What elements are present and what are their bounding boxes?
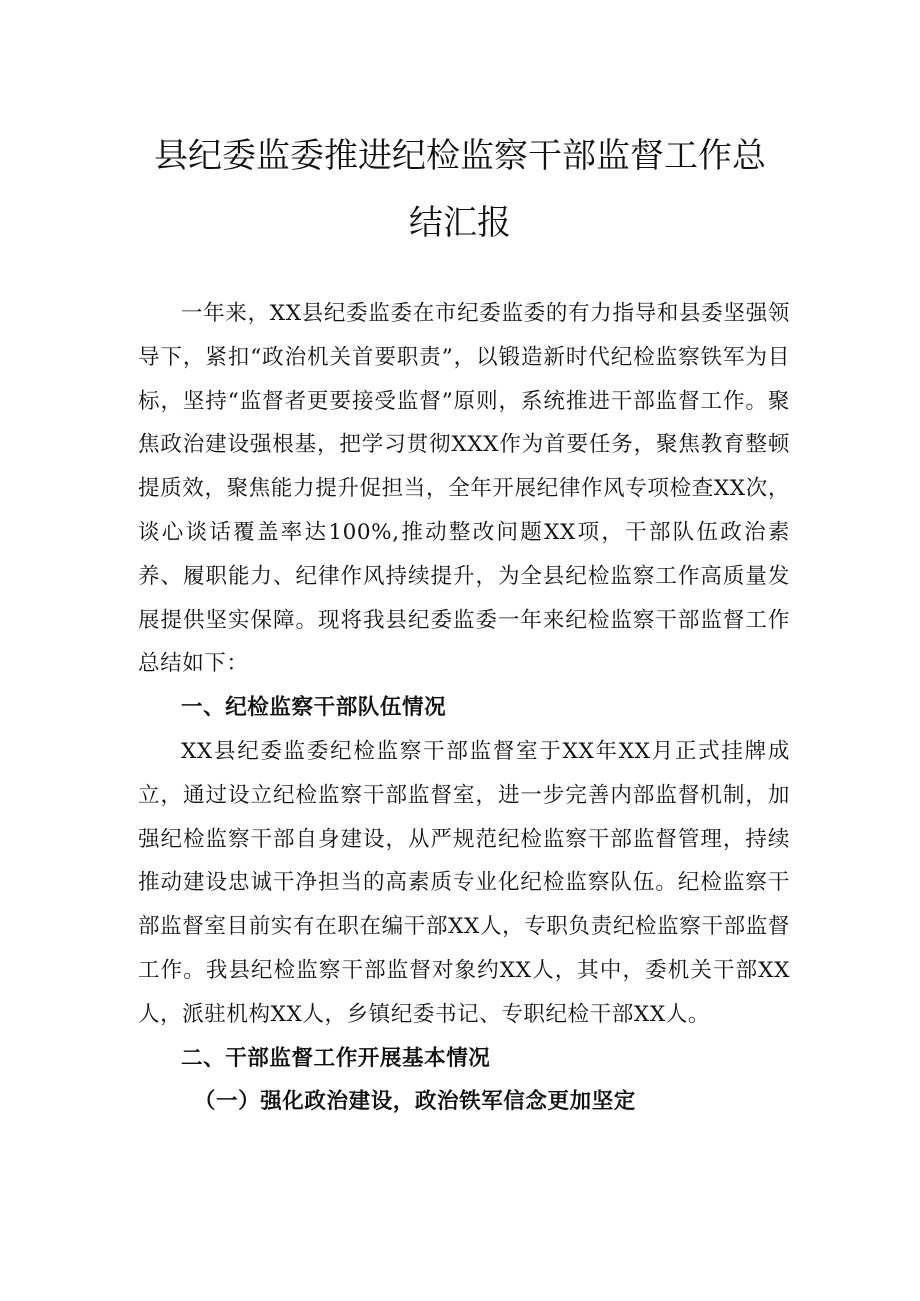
document-title-line-2: 结汇报 [409, 203, 511, 243]
section-1-heading: 一、纪检监察干部队伍情况 [181, 695, 447, 721]
document-body [138, 292, 790, 1124]
document-title-line-1: 县纪委监委推进纪检监察干部监督工作总 [154, 136, 766, 176]
intro-paragraph: 一年来，XX县纪委监委在市纪委监委的有力指导和县委坚强领导下，紧扣“政治机关首要职责”，以锻造新时代纪检监察铁军为目标，坚持“监督者更要接受监督”原则，系统推进干部监督工作。聚焦政治建设强根基，把学习贯彻XXX作为首要任务，聚焦教育整顿提质效，聚焦能力提升促担当，全年开展纪律作风专项检查XX次，谈心谈话覆盖率达100%,推动整改问题XX项，干部队伍政治素养、履职能力、纪律作风持续提升，为全县纪检监察工作高质量发展提供坚实保障。现将我县纪委监委一年来纪检监察干部监督工作总结如下： [138, 301, 790, 677]
section-1-paragraph: XX县纪委监委纪检监察干部监督室于XX年XX月正式挂牌成立，通过设立纪检监察干部监督室，进一步完善内部监督机制，加强纪检监察干部自身建设，从严规范纪检监察干部监督管理，持续推动建设忠诚干净担当的高素质专业化纪检监察队伍。纪检监察干部监督室目前实有在职在编干部XX人，专职负责纪检监察干部监督工作。我县纪检监察干部监督对象约XX人，其中，委机关干部XX人，派驻机构XX人，乡镇纪委书记、专职纪检干部XX人。 [138, 738, 790, 1027]
section-2-heading: 二、干部监督工作开展基本情况 [181, 1045, 491, 1071]
section-2-subheading-1: （一）强化政治建设，政治铁军信念更加坚定 [193, 1089, 636, 1115]
